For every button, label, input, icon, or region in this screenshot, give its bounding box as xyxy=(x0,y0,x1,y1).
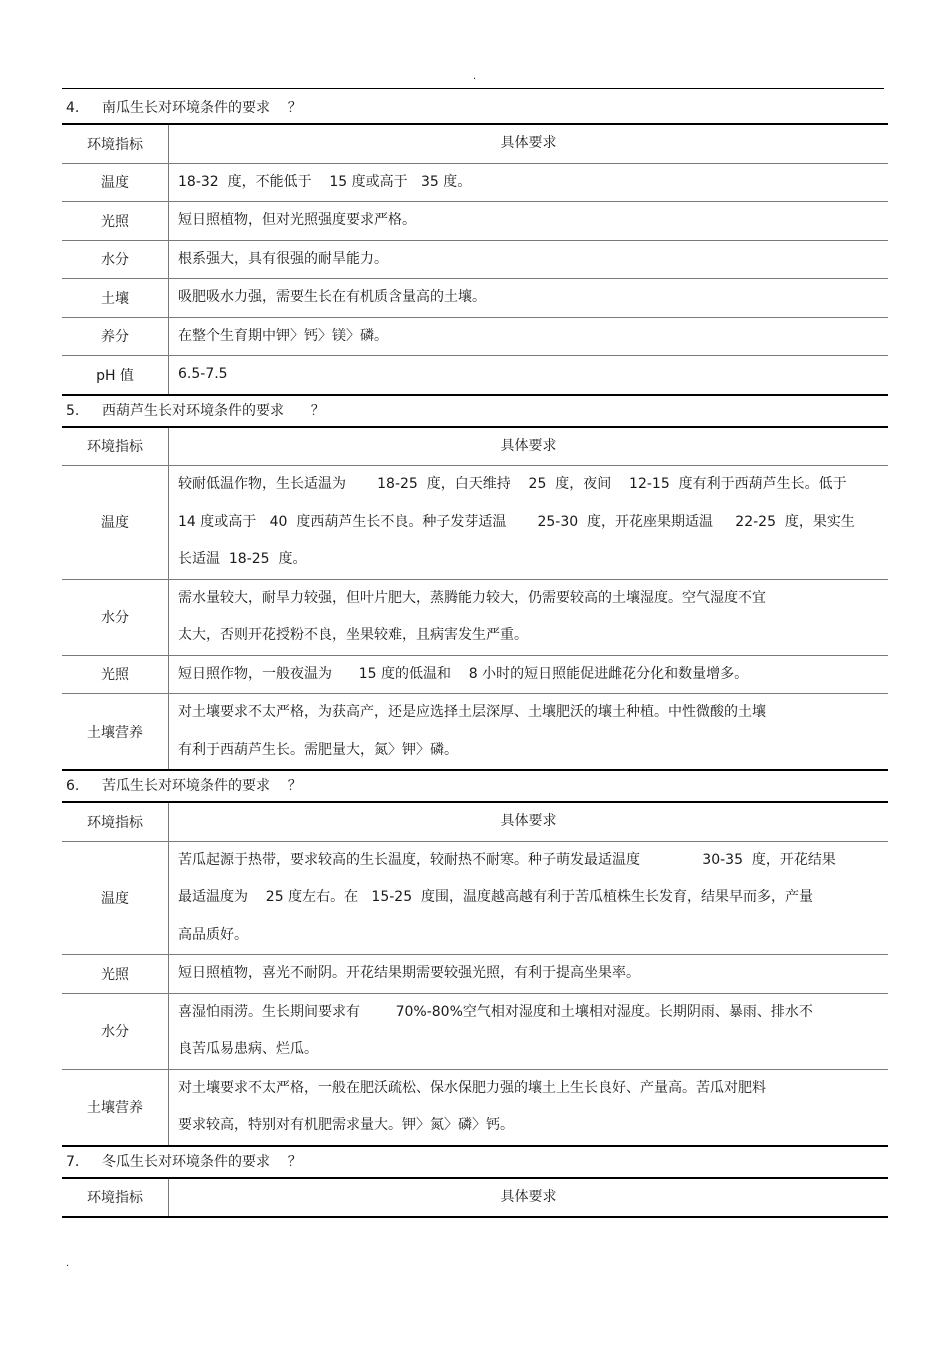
requirement-cell: 短日照植物，但对光照强度要求严格。 xyxy=(169,202,889,241)
requirement-cell: 短日照植物，喜光不耐阴。开花结果期需要较强光照，有利于提高坐果率。 xyxy=(169,955,889,994)
table-row xyxy=(62,841,888,955)
indicator-cell: 水分 xyxy=(62,240,169,279)
table-row xyxy=(62,655,888,694)
requirements-table xyxy=(62,123,888,396)
requirement-cell: 根系强大，具有很强的耐旱能力。 xyxy=(169,240,889,279)
requirement-cell: 苦瓜起源于热带，要求较高的生长温度，较耐热不耐寒。种子萌发最适温度 30-35 度，开花结果 最适温度为 25 度左右。在 15-25 度围，温度越高越有利于苦瓜植株生长发育，结果早而多，产量 高品质好。 xyxy=(169,841,889,955)
table-row xyxy=(62,466,888,580)
header-indicator: 环境指标 xyxy=(62,802,169,841)
requirement-cell: 较耐低温作物，生长适温为 18-25 度，白天维持 25 度，夜间 12-15 度有利于西葫芦生长。低于 14 度或高于 40 度西葫芦生长不良。种子发芽适温 25-30 度，开花座果期适温 22-25 度，果实生 长适温 18-25 度。 xyxy=(169,466,889,580)
table-header-row xyxy=(62,427,888,466)
document-body xyxy=(62,93,888,1218)
indicator-cell: pH 值 xyxy=(62,356,169,395)
table-row xyxy=(62,579,888,655)
section-title-text: 冬瓜生长对环境条件的要求 ？ xyxy=(102,1153,302,1170)
table-header-row xyxy=(62,1178,888,1218)
table-header-row xyxy=(62,802,888,841)
section-number: 5. xyxy=(66,402,80,419)
requirements-table xyxy=(62,801,888,1147)
header-indicator: 环境指标 xyxy=(62,427,169,466)
section-title xyxy=(62,396,888,426)
requirement-cell: 18-32 度，不能低于 15 度或高于 35 度。 xyxy=(169,163,889,202)
table-row xyxy=(62,694,888,771)
indicator-cell: 水分 xyxy=(62,993,169,1069)
requirement-cell: 需水量较大，耐旱力较强，但叶片肥大，蒸腾能力较大，仍需要较高的土壤湿度。空气湿度不宜 太大，否则开花授粉不良，坐果较难，且病害发生严重。 xyxy=(169,579,889,655)
table-row xyxy=(62,356,888,395)
header-rule xyxy=(62,88,884,89)
indicator-cell: 光照 xyxy=(62,202,169,241)
footer-mark: . xyxy=(66,1258,70,1269)
requirement-cell: 在整个生育期中钾〉钙〉镁〉磷。 xyxy=(169,317,889,356)
table-row xyxy=(62,202,888,241)
table-row xyxy=(62,993,888,1069)
table-row xyxy=(62,240,888,279)
requirement-cell: 短日照作物，一般夜温为 15 度的低温和 8 小时的短日照能促进雌花分化和数量增多。 xyxy=(169,655,889,694)
header-indicator: 环境指标 xyxy=(62,124,169,163)
requirement-cell: 对土壤要求不太严格，一般在肥沃疏松、保水保肥力强的壤土上生长良好、产量高。苦瓜对肥料 要求较高，特别对有机肥需求量大。钾〉氮〉磷〉钙。 xyxy=(178,1079,766,1133)
section-number: 7. xyxy=(66,1153,80,1170)
requirements-table xyxy=(62,426,888,772)
indicator-cell: 水分 xyxy=(62,579,169,655)
table-row xyxy=(62,955,888,994)
table-row xyxy=(62,163,888,202)
section-title xyxy=(62,1147,888,1177)
requirement-cell: 喜湿怕雨涝。生长期间要求有 70%-80%空气相对湿度和土壤相对湿度。长期阴雨、暴雨、排水不 良苦瓜易患病、烂瓜。 xyxy=(169,993,889,1069)
section-title-text: 南瓜生长对环境条件的要求 ？ xyxy=(102,100,302,116)
section-title xyxy=(62,771,888,801)
indicator-cell: 光照 xyxy=(62,955,169,994)
section-number: 4. xyxy=(66,100,80,116)
header-requirement: 具体要求 xyxy=(169,124,889,163)
indicator-cell: 温度 xyxy=(62,163,169,202)
requirements-table xyxy=(62,1177,888,1219)
table-row xyxy=(62,279,888,318)
indicator-cell: 土壤营养 xyxy=(62,1069,169,1146)
header-mark: . xyxy=(473,71,477,82)
section-title-text: 西葫芦生长对环境条件的要求 ？ xyxy=(102,402,325,419)
indicator-cell: 温度 xyxy=(62,841,169,955)
header-indicator: 环境指标 xyxy=(62,1178,169,1218)
header-requirement: 具体要求 xyxy=(500,1188,557,1205)
indicator-cell: 温度 xyxy=(62,466,169,580)
table-header-row xyxy=(62,124,888,163)
indicator-cell: 养分 xyxy=(62,317,169,356)
indicator-cell: 土壤 xyxy=(62,279,169,318)
header-requirement: 具体要求 xyxy=(169,802,889,841)
indicator-cell: 土壤营养 xyxy=(62,694,169,771)
requirement-cell: 6.5-7.5 xyxy=(178,366,228,382)
table-row xyxy=(62,317,888,356)
requirement-cell: 吸肥吸水力强，需要生长在有机质含量高的土壤。 xyxy=(169,279,889,318)
indicator-cell: 光照 xyxy=(62,655,169,694)
header-requirement: 具体要求 xyxy=(169,427,889,466)
section-number: 6. xyxy=(66,778,80,794)
section-title xyxy=(62,93,888,123)
table-row xyxy=(62,1069,888,1146)
requirement-cell: 对土壤要求不太严格，为获高产，还是应选择土层深厚、土壤肥沃的壤土种植。中性微酸的土壤 有利于西葫芦生长。需肥量大，氮〉钾〉磷。 xyxy=(178,704,766,758)
section-title-text: 苦瓜生长对环境条件的要求 ？ xyxy=(102,778,302,794)
